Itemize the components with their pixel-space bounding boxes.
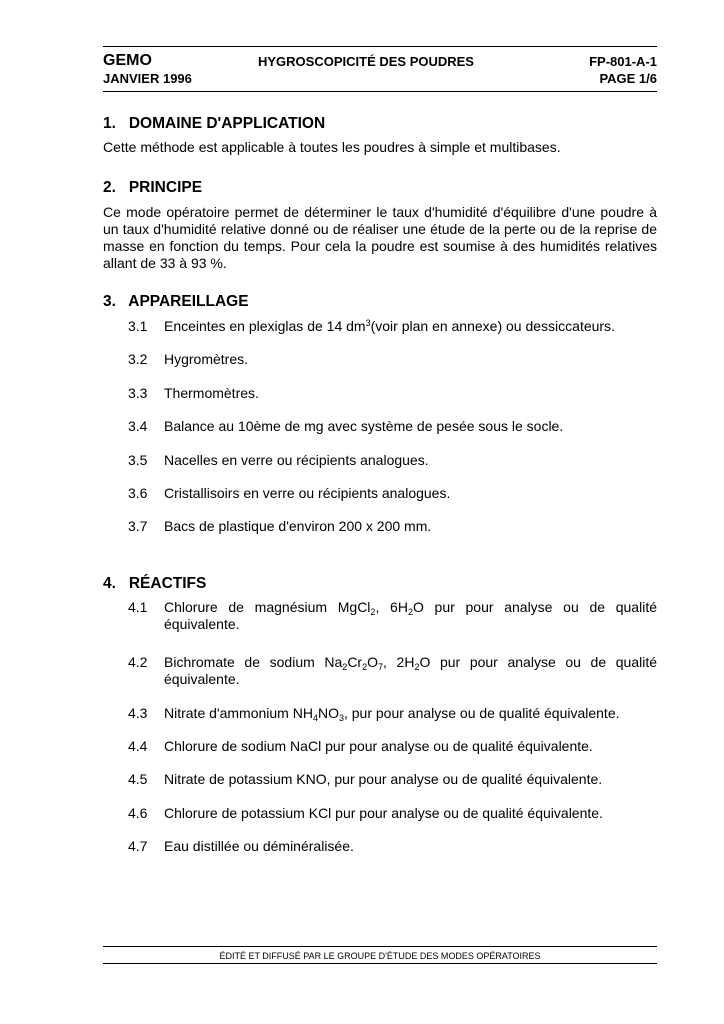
list-item: Cristallisoirs en verre ou récipients analogues. [164, 485, 451, 501]
section-text-principe: Ce mode opératoire permet de déterminer le taux d'humidité d'équilibre d'une poudre à un taux d'humidité relative donné ou de réaliser une étude de la perte ou de la reprise de masse en fonction du temps. Pour cela la poudre est soumise à des humidités relatives allant de 33 à 93 %. [103, 204, 657, 271]
list-item: Balance au 10ème de mg avec système de pesée sous le socle. [164, 418, 564, 434]
item-number: 3.4 [128, 418, 148, 434]
footer-top-rule [103, 946, 657, 947]
item-number: 4.4 [128, 738, 148, 754]
list-item: Chlorure de potassium KCl pur pour analyse ou de qualité équivalente. [164, 805, 603, 821]
footer-text: ÉDITÉ ET DIFFUSÉ PAR LE GROUPE D'ÉTUDE DES MODES OPÉRATOIRES [219, 951, 541, 961]
item-number: 4.3 [128, 705, 148, 721]
item-number: 3.6 [128, 485, 148, 501]
header-page: PAGE 1/6 [599, 71, 657, 86]
list-item: Thermomètres. [164, 385, 259, 401]
item-number: 4.1 [128, 599, 148, 615]
list-item: Hygromètres. [164, 351, 249, 367]
list-item: Eau distillée ou déminéralisée. [164, 838, 354, 854]
list-item: Chlorure de magnésium MgCl$_2$, $6H_2O$ pur pour analyse ou de qualité équivalente. [164, 599, 657, 632]
section-heading-appareillage: 3. APPAREILLAGE [103, 293, 249, 310]
item-number: 4.2 [128, 654, 148, 670]
item-number: 4.6 [128, 805, 148, 821]
item-number: 3.1 [128, 318, 148, 334]
header-bottom-rule [103, 91, 657, 92]
section-heading-domaine: 1. DOMAINE D'APPLICATION [103, 115, 326, 132]
item-number: 4.5 [128, 771, 148, 787]
header-org: GEMO [103, 52, 152, 69]
section-heading-principe: 2. PRINCIPE [103, 179, 203, 196]
list-item: Chlorure de sodium NaCl pur pour analyse ou de qualité équivalente. [164, 738, 593, 754]
header-ref: FP-801-A-1 [589, 54, 657, 69]
section-heading-reactifs: 4. RÉACTIFS [103, 575, 207, 592]
header-date: JANVIER 1996 [103, 71, 192, 86]
item-number: 3.2 [128, 351, 148, 367]
header-title: HYGROSCOPICITÉ DES POUDRES [258, 54, 474, 69]
section-text-domaine: Cette méthode est applicable à toutes les poudres à simple et multibases. [103, 139, 561, 155]
list-item: Enceintes en plexiglas de 14 $dm^3(voir$ plan en annexe) ou dessiccateurs. [164, 318, 615, 334]
list-item: Bichromate de sodium $Na_2Cr_2O_7$, $2H_2O$ pur pour analyse ou de qualité équivalente. [164, 654, 658, 687]
item-number: 3.3 [128, 385, 148, 401]
list-item: Nitrate de potassium KNO, pur pour analyse ou de qualité équivalente. [164, 771, 603, 787]
list-item: Bacs de plastique d'environ 200 x 200 mm. [164, 518, 432, 534]
item-number: 3.7 [128, 518, 148, 534]
footer-bottom-rule [103, 963, 657, 964]
item-number: 4.7 [128, 838, 148, 854]
list-item: Nacelles en verre ou récipients analogues. [164, 452, 429, 468]
item-number: 3.5 [128, 452, 148, 468]
header-top-rule [103, 46, 657, 47]
list-item: Nitrate d'ammonium $NH_4NO_3$, pur pour analyse ou de qualité équivalente. [164, 705, 620, 723]
